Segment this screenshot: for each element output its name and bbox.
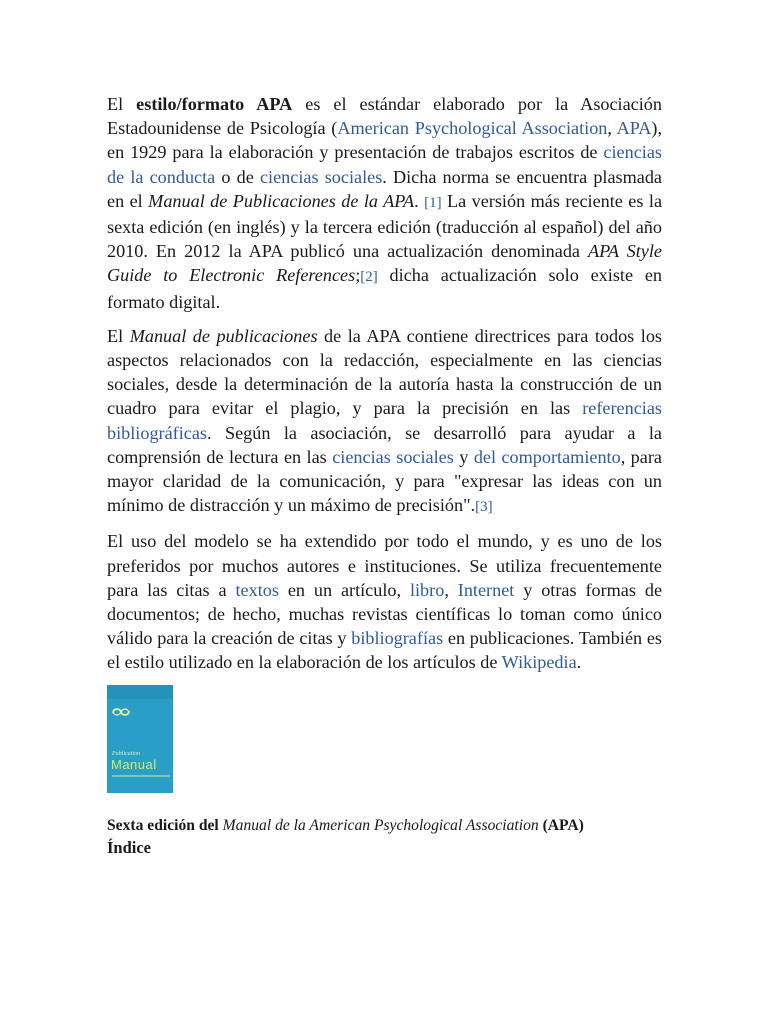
paragraph-intro: [107, 92, 662, 314]
document-page: [107, 92, 662, 859]
text-run: en publicaciones. También es el estilo utilizado en la elaboración de los artículos de: [107, 628, 663, 673]
book-cover: [107, 685, 173, 793]
link-ciencias-sociales-2[interactable]: ciencias sociales: [332, 446, 454, 467]
text-run: ), en 1929 para la elaboración y presentación de trabajos escritos de: [107, 118, 662, 163]
text-run: . Dicha norma se encuentra plasmada en el: [107, 166, 662, 211]
text-run: y otras formas de documentos; de hecho, muchas revistas científicas lo toman como único válido para la creación de citas y: [107, 579, 663, 649]
italic-title: APA Style Guide to Electronic References: [107, 241, 663, 286]
italic-title: Manual de publicaciones: [129, 325, 318, 346]
book-cover-image[interactable]: [107, 685, 173, 793]
reference-link-3[interactable]: [3]: [475, 499, 493, 516]
italic-title: Manual de Publicaciones de la APA: [148, 190, 415, 211]
text-run: .: [414, 190, 425, 211]
link-wikipedia[interactable]: Wikipedia: [501, 652, 577, 673]
text-run: .: [576, 652, 582, 673]
text-run: y: [453, 446, 474, 467]
text-run: ;: [355, 265, 361, 286]
link-referencias-bibliograficas[interactable]: referencias bibliográficas: [107, 398, 662, 443]
link-american-psychological-association[interactable]: American Psychological Association: [337, 118, 608, 139]
link-textos[interactable]: textos: [235, 579, 279, 600]
link-apa[interactable]: APA: [616, 118, 652, 139]
apa-logo-icon: [111, 705, 131, 719]
text-run: de la APA contiene directrices para todos los aspectos relacionados con la redacción, especialmente en las ciencias sociales, desde la determinación de la autoría hasta la construcción de un cuadro para evitar el plagio, y para la precisión en las: [107, 325, 663, 419]
image-caption: [107, 815, 662, 837]
paragraph-usage: [107, 529, 662, 674]
paragraph-manual: [107, 324, 662, 520]
cover-band: [107, 685, 173, 699]
link-libro[interactable]: libro: [409, 579, 445, 600]
text-run: El: [107, 94, 137, 114]
text-run: . Según la asociación, se desarrolló para ayudar a la comprensión de lectura en las: [107, 422, 662, 467]
text-run: El uso del modelo se ha extendido por todo el mundo, y es uno de los preferidos por muchos autores e instituciones. Se utiliza frecuentemente para las citas a: [107, 531, 662, 600]
text-run: La versión más reciente es la sexta edición (en inglés) y la tercera edición (traducción al español) del año 2010. En 2012 la APA publicó una actualización denominada: [107, 190, 663, 262]
caption-bold: (APA): [538, 816, 584, 834]
reference-link-1[interactable]: [1]: [424, 194, 442, 211]
link-ciencias-de-la-conducta[interactable]: ciencias de la conducta: [107, 142, 662, 187]
reference-link-2[interactable]: [2]: [360, 269, 378, 286]
text-run: en un artículo,: [278, 579, 410, 600]
text-run: o de: [215, 166, 260, 187]
caption-italic: Manual de la American Psychological Association: [222, 816, 539, 834]
bold-term: estilo/formato APA: [136, 94, 293, 114]
cover-subtitle-line: [112, 775, 170, 777]
cover-publication-text: Publication: [112, 750, 140, 757]
text-run: ,: [607, 118, 617, 139]
caption-bold: Sexta edición del: [107, 816, 223, 834]
index-heading: Índice: [107, 837, 152, 857]
text-run: El: [107, 325, 130, 346]
link-bibliografias[interactable]: bibliografías: [351, 628, 444, 649]
text-run: ,: [444, 579, 458, 600]
link-internet[interactable]: Internet: [457, 579, 515, 600]
cover-manual-text: Manual: [111, 756, 157, 772]
text-run: , para mayor claridad de la comunicación, y para "expresar las ideas con un mínimo de distracción y un máximo de precisión".: [107, 446, 662, 516]
text-run: dicha actualización solo existe en formato digital.: [107, 265, 662, 312]
link-del-comportamiento[interactable]: del comportamiento: [473, 446, 621, 467]
text-run: es el estándar elaborado por la Asociación Estadounidense de Psicología (: [107, 94, 662, 139]
link-ciencias-sociales[interactable]: ciencias sociales: [259, 166, 383, 187]
